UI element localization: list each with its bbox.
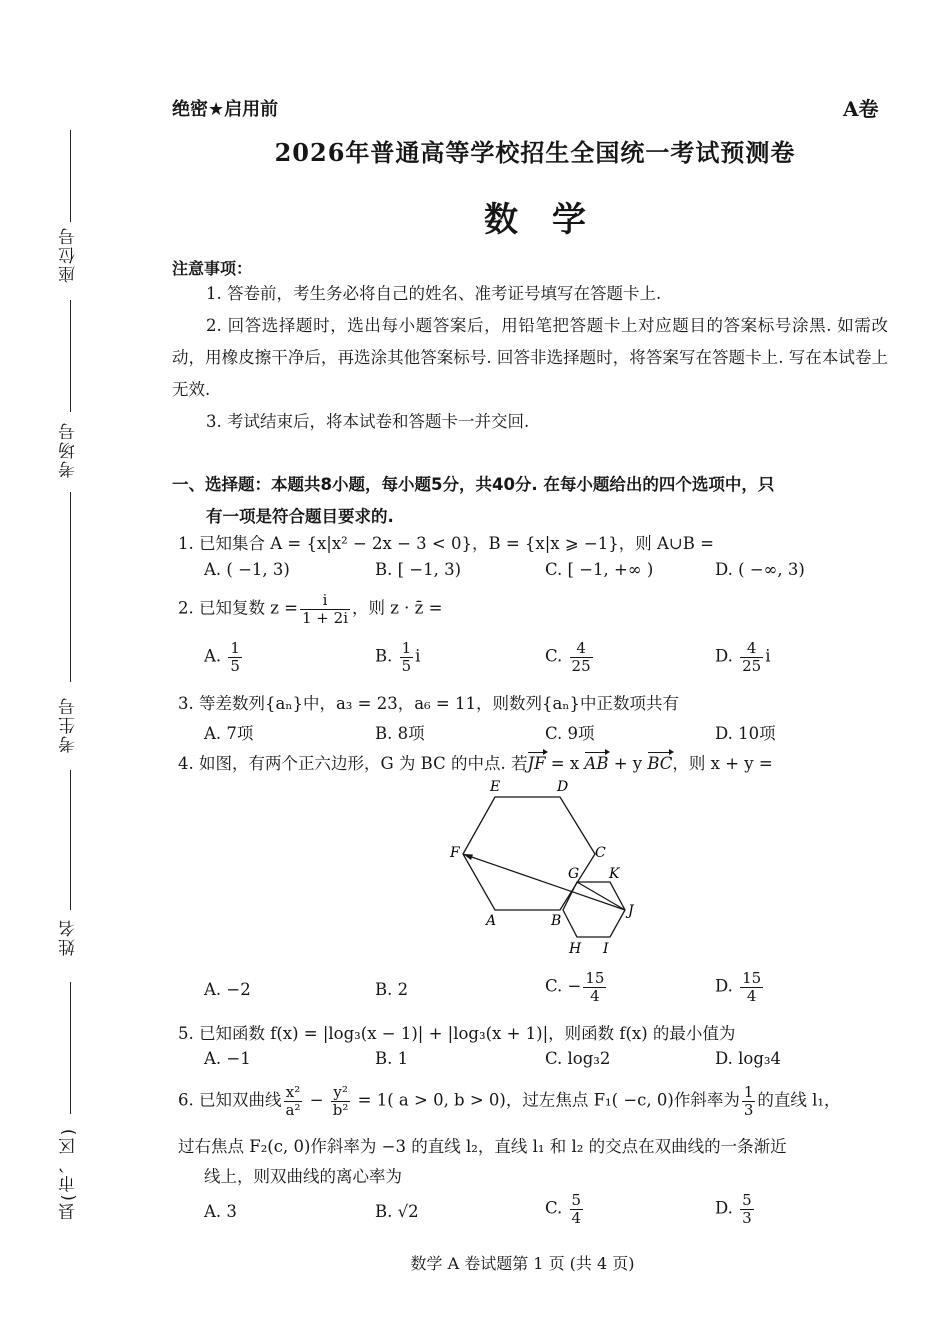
frac-num: 15 <box>742 969 762 987</box>
frac-num: 4 <box>740 640 763 658</box>
q2-fraction-num: i <box>300 592 350 610</box>
q4-mid-2: + y <box>608 754 648 773</box>
frac-den: 25 <box>571 656 591 675</box>
q4-option-c-frac <box>583 970 606 1004</box>
label-j: J <box>628 903 634 919</box>
q2-option-a-frac <box>228 640 242 674</box>
frac-den: 4 <box>746 986 757 1005</box>
q2-option-b-frac <box>400 640 414 674</box>
frac-den: 4 <box>590 986 600 1005</box>
q2-option-b <box>375 640 420 674</box>
section-1-line-2: 有一项是符合题目要求的. <box>206 507 394 526</box>
frac-den: 3 <box>743 1100 754 1119</box>
q1-option-b: B. [ −1, 3) <box>375 560 462 579</box>
q6-option-a: A. 3 <box>204 1202 237 1221</box>
q6-option-d <box>715 1192 756 1226</box>
q6-stem-line-3: 线上，则双曲线的离心率为 <box>204 1167 402 1186</box>
secret-label: 绝密★启用前 <box>172 99 279 120</box>
note-1-text: 1. 答卷前，考生务必将自己的姓名、准考证号填写在答题卡上. <box>206 284 662 303</box>
q4-option-a: A. −2 <box>204 980 251 999</box>
q6-minus: − <box>304 1090 329 1110</box>
q2-option-c <box>545 640 595 674</box>
label-e: E <box>490 779 501 795</box>
frac-num: x² <box>284 1084 303 1102</box>
q5-option-a: A. −1 <box>204 1049 251 1068</box>
frac-num: 15 <box>585 969 605 987</box>
q2-option-a <box>204 640 244 674</box>
vector-bc: BC <box>647 754 673 773</box>
q6-frac-y <box>331 1084 351 1118</box>
q2-option-c-label: C. <box>545 646 563 666</box>
q4-option-b: B. 2 <box>375 980 409 999</box>
q3-option-b: B. 8项 <box>375 724 425 743</box>
q2-stem-post: ，则 z · z̄ = <box>352 598 443 618</box>
q2-option-b-suffix: i <box>415 646 421 666</box>
q2-option-b-label: B. <box>375 646 393 666</box>
q1-option-d: D. ( −∞, 3) <box>715 560 805 579</box>
q4-mid-1: = x <box>545 754 585 773</box>
frac-num: y² <box>331 1084 351 1102</box>
note-3 <box>172 406 888 438</box>
q6-pre: 6. 已知双曲线 <box>178 1090 282 1110</box>
margin-line <box>70 770 71 910</box>
section-1-line-1: 一、选择题：本题共8小题，每小题5分，共40分. 在每小题给出的四个选项中，只 <box>172 475 775 494</box>
label-i: I <box>603 941 609 957</box>
q6-option-c-frac <box>570 1192 584 1226</box>
q2-option-d <box>715 640 771 674</box>
q3-stem: 3. 等差数列{aₙ}中，a₃ = 23，a₆ = 11，则数列{aₙ}中正数项共有 <box>178 694 679 713</box>
q4-stem-post: ，则 x + y = <box>672 754 773 773</box>
frac-num: 4 <box>570 640 593 658</box>
q6-option-b: B. √2 <box>375 1202 419 1221</box>
name-label: 姓名 <box>59 918 79 956</box>
vector-jf: JF <box>527 754 546 773</box>
q6-frac-x <box>284 1084 303 1118</box>
note-1 <box>172 278 888 310</box>
page-footer: 数学 A 卷试题第 1 页 (共 4 页) <box>410 1254 635 1273</box>
frac-den: 3 <box>742 1208 752 1227</box>
q4-option-d-label: D. <box>715 976 733 996</box>
note-2: 2. 回答选择题时，选出每小题答案后，用铅笔把答题卡上对应题目的答案标号涂黑. 如需改动，用橡皮擦干净后，再选涂其他答案标号. 回答非选择题时，将答案写在答题卡上. 写在本试卷上无效. <box>172 316 888 399</box>
q6-mid: = 1( a > 0, b > 0)，过左焦点 F₁( −c, 0)作斜率为 <box>352 1090 740 1110</box>
section-1-header <box>172 469 888 533</box>
frac-num: 5 <box>571 1191 582 1209</box>
q3-option-d: D. 10项 <box>715 724 776 743</box>
frac-den: 5 <box>401 656 412 675</box>
subject-title: 数学 <box>484 200 620 240</box>
q2-fraction-den: 1 + 2i <box>302 608 348 627</box>
frac-den: 4 <box>571 1208 582 1227</box>
q2-option-d-frac <box>740 640 763 674</box>
q1-option-c: C. [ −1, +∞ ) <box>545 560 654 579</box>
q3-option-c: C. 9项 <box>545 724 595 743</box>
vector-ab: AB <box>584 754 609 773</box>
frac-num: 1 <box>401 639 412 657</box>
label-b: B <box>551 913 562 929</box>
label-a: A <box>486 913 497 929</box>
label-h: H <box>569 941 582 957</box>
q5-option-d: D. log₃4 <box>715 1049 782 1068</box>
label-k: K <box>609 866 620 882</box>
q6-stem-line-2: 过右焦点 F₂(c, 0)作斜率为 −3 的直线 l₂，直线 l₁ 和 l₂ 的交点在双曲线的一条渐近 <box>178 1137 787 1156</box>
margin-line <box>70 982 71 1114</box>
q4-stem-pre: 4. 如图，有两个正六边形，G 为 BC 的中点. 若 <box>178 754 528 773</box>
frac-den: b² <box>332 1100 349 1119</box>
q4-option-d <box>715 970 765 1004</box>
note-3-text: 3. 考试结束后，将本试卷和答题卡一并交回. <box>206 412 530 431</box>
small-hexagon <box>563 882 625 937</box>
q6-option-c <box>545 1192 585 1226</box>
examinee-no-label: 考生号 <box>59 696 79 754</box>
q2-stem <box>178 592 442 626</box>
exam-title: 2026年普通高等学校招生全国统一考试预测卷 <box>274 138 796 167</box>
frac-den: a² <box>285 1100 301 1119</box>
q3-option-a: A. 7项 <box>204 724 254 743</box>
q6-post: 的直线 l₁， <box>757 1090 841 1110</box>
q2-option-d-suffix: i <box>765 646 771 666</box>
q6-option-c-label: C. <box>545 1198 563 1218</box>
q4-stem <box>178 750 773 774</box>
room-label: 考场号 <box>59 421 79 479</box>
q5-option-b: B. 1 <box>375 1049 409 1068</box>
q6-stem-line-1 <box>178 1084 890 1118</box>
frac-num: 1 <box>230 639 240 657</box>
q4-option-c-label: C. − <box>545 976 582 996</box>
q6-option-d-label: D. <box>715 1198 733 1218</box>
q2-stem-pre: 2. 已知复数 z = <box>178 598 298 618</box>
label-d: D <box>557 779 569 795</box>
q2-option-d-label: D. <box>715 646 733 666</box>
q4-option-d-frac <box>740 970 763 1004</box>
q5-stem: 5. 已知函数 f(x) = |log₃(x − 1)| + |log₃(x + 1)|，则函数 f(x) 的最小值为 <box>178 1024 736 1043</box>
q6-frac-slope <box>742 1084 756 1118</box>
q1-stem: 1. 已知集合 A = {x|x² − 2x − 3 < 0}，B = {x|x ⩾ −1}，则 A∪B = <box>178 534 714 553</box>
margin-line <box>70 492 71 682</box>
label-f: F <box>450 845 460 861</box>
label-c: C <box>595 845 606 861</box>
frac-den: 5 <box>230 656 240 675</box>
q4-hexagon-figure <box>440 772 660 962</box>
county-label: 县(市、区) <box>59 1126 79 1220</box>
q4-option-c <box>545 970 608 1004</box>
notes-title: 注意事项： <box>172 259 253 278</box>
frac-den: 25 <box>742 656 762 675</box>
q1-option-a: A. ( −1, 3) <box>204 560 290 579</box>
frac-num: 5 <box>742 1191 752 1209</box>
label-g: G <box>568 866 580 882</box>
frac-num: 1 <box>743 1083 754 1101</box>
q5-option-c: C. log₃2 <box>545 1049 611 1068</box>
q2-fraction <box>300 592 350 626</box>
version-label: A卷 <box>843 97 879 121</box>
q2-option-c-frac <box>570 640 593 674</box>
seat-label: 座位号 <box>59 226 79 284</box>
q6-option-d-frac <box>740 1192 754 1226</box>
margin-line <box>70 300 71 412</box>
q2-option-a-label: A. <box>204 646 222 666</box>
